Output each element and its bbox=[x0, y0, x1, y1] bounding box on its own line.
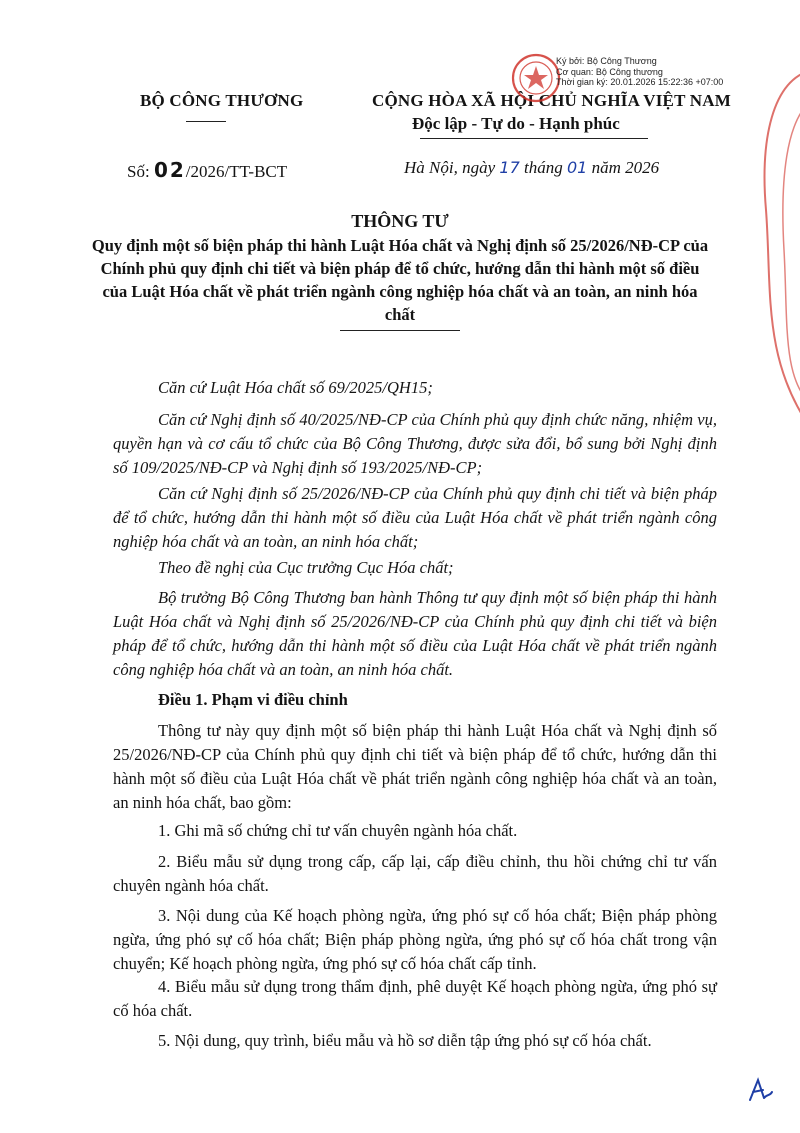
preamble-paragraph: Theo đề nghị của Cục trưởng Cục Hóa chất; bbox=[158, 558, 454, 577]
document-number-handwritten: 02 bbox=[153, 158, 186, 182]
document-title: THÔNG TƯ bbox=[351, 211, 449, 231]
date-prefix: Hà Nội, ngày bbox=[404, 158, 496, 177]
date-day-handwritten: 17 bbox=[499, 158, 520, 177]
subtitle-underline bbox=[340, 330, 460, 331]
article-1-intro: Thông tư này quy định một số biện pháp thi hành Luật Hóa chất và Nghị định số 25/2026/NĐ-CP của Chính phủ quy định chi tiết và biện pháp để tổ chức, hướng dẫn thi hành một số điều của Luật Hóa chất về phát triển ngành công nghiệp hóa chất và an toàn, an ninh hóa chất, bao gồm: bbox=[113, 721, 717, 812]
document-number-label: Số: bbox=[127, 162, 150, 181]
date-suffix: năm 2026 bbox=[591, 158, 660, 177]
document-number bbox=[127, 158, 287, 182]
national-motto: Độc lập - Tự do - Hạnh phúc bbox=[412, 114, 620, 133]
handwritten-initial-icon bbox=[746, 1076, 774, 1104]
preamble-paragraph: Căn cứ Nghị định số 25/2026/NĐ-CP của Chính phủ quy định chi tiết và biện pháp để tổ chức, hướng dẫn thi hành một số điều của Luật Hóa chất về phát triển ngành công nghiệp hóa chất và an toàn, an ninh hóa chất; bbox=[113, 484, 717, 551]
preamble-paragraph: Căn cứ Nghị định số 40/2025/NĐ-CP của Chính phủ quy định chức năng, nhiệm vụ, quyền hạn và cơ cấu tổ chức của Bộ Công Thương, được sửa đổi, bổ sung bởi Nghị định số 109/2025/NĐ-CP và Nghị định số 193/2025/NĐ-CP; bbox=[113, 410, 717, 477]
article-1-item: 3. Nội dung của Kế hoạch phòng ngừa, ứng phó sự cố hóa chất; Biện pháp phòng ngừa, ứng phó sự cố hóa chất; Biện pháp phòng ngừa, ứng phó sự cố hóa chất trong vận chuyển; Kế hoạch phòng ngừa, ứng phó sự cố hóa chất cấp tỉnh. bbox=[113, 906, 717, 973]
signature-time: Thời gian ký: 20.01.2026 15:22:36 +07:00 bbox=[556, 77, 724, 87]
document-subtitle: Quy định một số biện pháp thi hành Luật Hóa chất và Nghị định số 25/2026/NĐ-CP của Chính phủ quy định chi tiết và biện pháp để tổ chức, hướng dẫn thi hành một số điều của Luật Hóa chất về phát triển ngành công nghiệp hóa chất và an toàn, an ninh hóa chất bbox=[91, 236, 709, 324]
digital-signature-info bbox=[556, 56, 723, 88]
edge-seal-icon bbox=[752, 60, 800, 440]
red-seal-icon bbox=[510, 52, 562, 104]
date-month-label: tháng bbox=[524, 158, 563, 177]
article-1-heading: Điều 1. Phạm vi điều chỉnh bbox=[158, 690, 348, 709]
signature-signer: Ký bởi: Bộ Công Thương bbox=[556, 56, 657, 66]
signature-agency: Cơ quan: Bộ Công thương bbox=[556, 66, 663, 77]
preamble-paragraph: Bộ trưởng Bộ Công Thương ban hành Thông tư quy định một số biện pháp thi hành Luật Hóa chất và Nghị định số 25/2026/NĐ-CP của Chính phủ quy định chi tiết và biện pháp để tổ chức, hướng dẫn thi hành một số điều của Luật Hóa chất về phát triển ngành công nghiệp hóa chất và an toàn, an ninh hóa chất. bbox=[113, 588, 717, 679]
article-1-item: 5. Nội dung, quy trình, biểu mẫu và hồ sơ diễn tập ứng phó sự cố hóa chất. bbox=[158, 1031, 652, 1050]
document-number-suffix: /2026/TT-BCT bbox=[185, 162, 288, 181]
republic-name: CỘNG HÒA XÃ HỘI CHỦ NGHĨA VIỆT NAM bbox=[372, 91, 731, 110]
preamble-paragraph: Căn cứ Luật Hóa chất số 69/2025/QH15; bbox=[158, 378, 433, 397]
article-1-item: 2. Biểu mẫu sử dụng trong cấp, cấp lại, cấp điều chỉnh, thu hồi chứng chỉ tư vấn chuyên ngành hóa chất. bbox=[113, 852, 717, 895]
article-1-item: 4. Biểu mẫu sử dụng trong thẩm định, phê duyệt Kế hoạch phòng ngừa, ứng phó sự cố hóa chất. bbox=[113, 977, 717, 1020]
place-and-date bbox=[404, 158, 659, 178]
article-1-item: 1. Ghi mã số chứng chỉ tư vấn chuyên ngành hóa chất. bbox=[158, 821, 518, 840]
ministry-name: BỘ CÔNG THƯƠNG bbox=[140, 91, 304, 110]
date-month-handwritten: 01 bbox=[566, 158, 588, 177]
ministry-underline bbox=[186, 121, 226, 122]
motto-underline bbox=[420, 138, 648, 139]
